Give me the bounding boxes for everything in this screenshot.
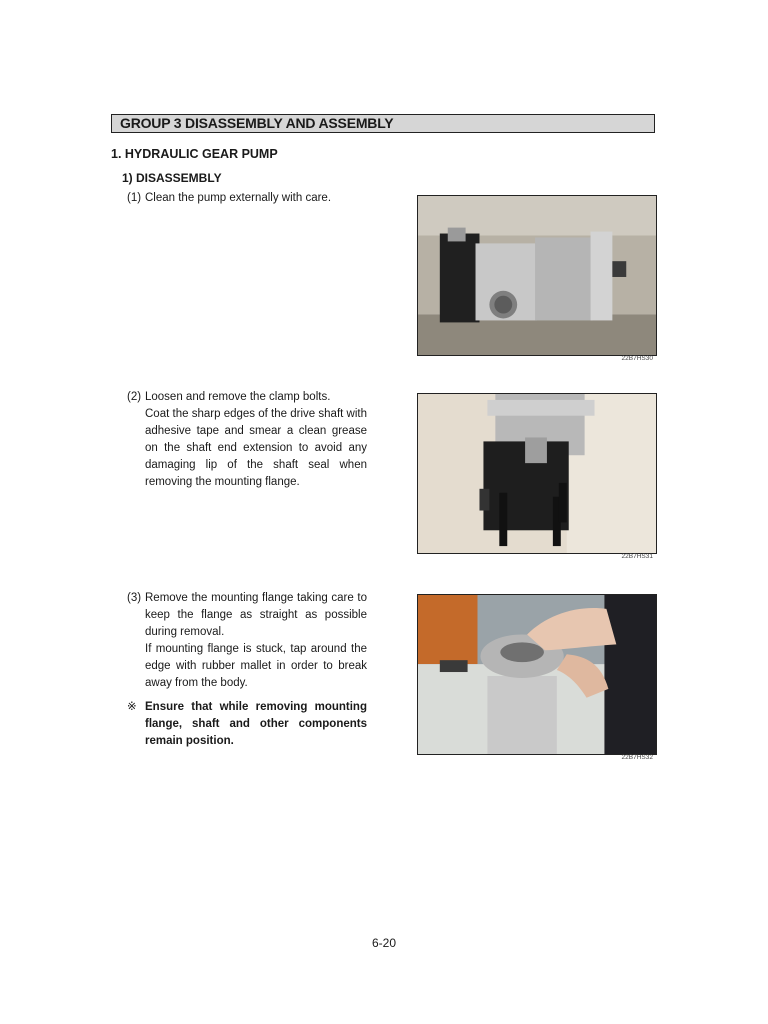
section-title: 1. HYDRAULIC GEAR PUMP: [111, 147, 278, 161]
note-text: Ensure that while removing mounting flange, shaft and other components remain position.: [145, 701, 367, 747]
step-text: Coat the sharp edges of the drive shaft with adhesive tape and smear a clean grease on the shaft end extension to avoid any damaging lip of the shaft seal when removing the mounting flange.: [145, 408, 367, 488]
step-number: (3): [127, 592, 142, 604]
step-text: Clean the pump externally with care.: [145, 192, 332, 204]
image-code: 22B7HS31: [621, 553, 653, 560]
group-title: GROUP 3 DISASSEMBLY AND ASSEMBLY: [111, 114, 655, 133]
page-number: 6-20: [371, 936, 397, 950]
mounting-flange-photo: [417, 594, 657, 755]
pump-external-photo: [417, 195, 657, 356]
caution-note: [127, 699, 367, 750]
subsection-title: 1) DISASSEMBLY: [122, 171, 222, 185]
step-text: Remove the mounting flange taking care to keep the flange as straight as possible during removal.: [145, 592, 367, 638]
step-number: (1): [127, 192, 142, 204]
step-1: [127, 190, 367, 207]
step-2: [127, 389, 367, 491]
note-mark: ※: [127, 701, 137, 713]
image-code: 22B7HS32: [621, 754, 653, 761]
clamp-bolts-photo: [417, 393, 657, 554]
image-code: 22B7HS30: [621, 355, 653, 362]
step-text: If mounting flange is stuck, tap around the edge with rubber mallet in order to break away from the body.: [145, 643, 367, 689]
step-number: (2): [127, 391, 142, 403]
step-text: Loosen and remove the clamp bolts.: [145, 391, 331, 403]
step-3: [127, 590, 367, 692]
